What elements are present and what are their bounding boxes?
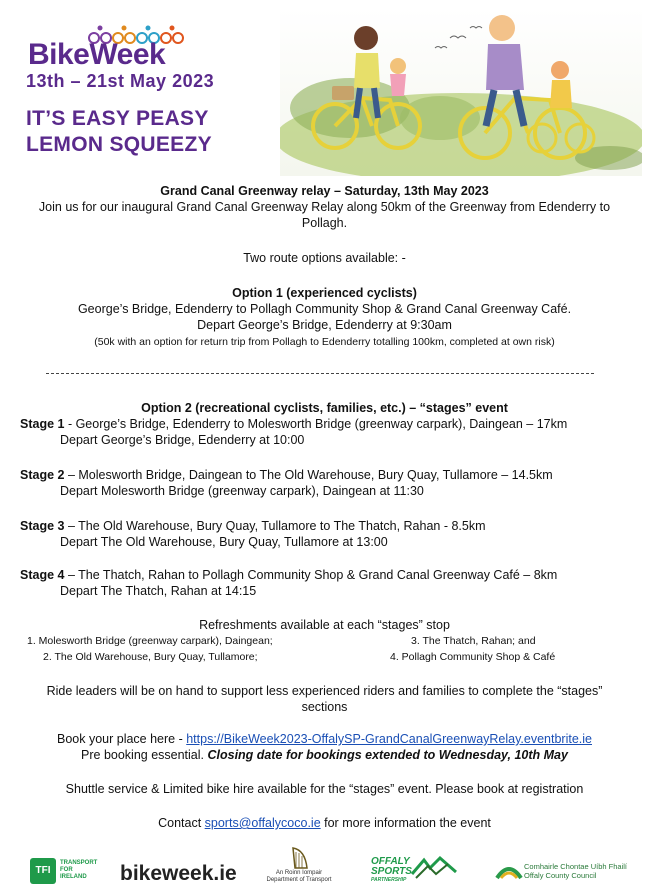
option1-note: (50k with an option for return trip from Pollagh to Edenderry totalling 100km, completed at own risk) bbox=[94, 336, 555, 348]
stage-3: Stage 3 – The Old Warehouse, Bury Quay, Tullamore to The Thatch, Rahan - 8.5km bbox=[20, 519, 486, 533]
stage-1: Stage 1 - George’s Bridge, Edenderry to Molesworth Bridge (greenway carpark), Daingean – 17km bbox=[20, 417, 568, 431]
sports-figures-icon bbox=[410, 854, 458, 880]
offaly-sports-partnership-logo: OFFALY SPORTS PARTNERSHIP bbox=[371, 856, 412, 883]
offaly-county-council-icon bbox=[495, 858, 523, 882]
department-of-transport-text: An Roinn Iompair Department of Transport bbox=[266, 870, 332, 883]
contact-line: Contact sports@offalycoco.ie for more information the event bbox=[158, 816, 491, 830]
refreshment-item-4: 4. Pollagh Community Shop & Café bbox=[390, 651, 556, 663]
tagline-line-1: IT’S EASY PEASY bbox=[26, 107, 209, 130]
option1-depart: Depart George’s Bridge, Edenderry at 9:30am bbox=[197, 318, 452, 332]
option1-title: Option 1 (experienced cyclists) bbox=[232, 286, 417, 300]
offaly-county-council-text: Comhairle Chontae Uíbh Fhailí Offaly County Council bbox=[524, 862, 627, 880]
intro-text-line-2: Pollagh. bbox=[301, 216, 348, 230]
route-options: Two route options available: - bbox=[243, 251, 406, 265]
option1-route: George’s Bridge, Edenderry to Pollagh Community Shop & Grand Canal Greenway Café. bbox=[77, 302, 572, 316]
event-dates: 13th – 21st May 2023 bbox=[26, 71, 215, 91]
closing-line: Pre booking essential. Closing date for bookings extended to Wednesday, 10th May bbox=[81, 748, 568, 762]
divider bbox=[46, 373, 594, 374]
harp-icon bbox=[283, 846, 313, 870]
tfi-logo: TFI bbox=[30, 858, 56, 884]
bikeweek-logo: bikeweek.ie bbox=[120, 862, 237, 885]
intro-text-line-1: Join us for our inaugural Grand Canal Greenway Relay along 50km of the Greenway from Edenderry to bbox=[38, 200, 611, 214]
stage-2: Stage 2 – Molesworth Bridge, Daingean to The Old Warehouse, Bury Quay, Tullamore – 14.5km bbox=[20, 468, 553, 482]
tagline-line-2: LEMON SQUEEZY bbox=[26, 133, 212, 156]
stage-4-depart: Depart The Thatch, Rahan at 14:15 bbox=[60, 584, 257, 598]
contact-email-link[interactable]: sports@offalycoco.ie bbox=[204, 816, 321, 830]
ride-leaders-line-1: Ride leaders will be on hand to support less experienced riders and families to complete the “stages” bbox=[46, 684, 603, 698]
stage-3-depart: Depart The Old Warehouse, Bury Quay, Tullamore at 13:00 bbox=[60, 535, 388, 549]
brand-title: BikeWeek bbox=[28, 38, 166, 71]
shuttle-info: Shuttle service & Limited bike hire available for the “stages” event. Please book at registration bbox=[65, 782, 584, 796]
tfi-logo-text: TRANSPORT FOR IRELAND bbox=[60, 860, 98, 880]
tagline bbox=[26, 106, 212, 158]
refreshments-title: Refreshments available at each “stages” stop bbox=[199, 618, 450, 632]
family-cycling-illustration bbox=[280, 8, 642, 176]
stage-4: Stage 4 – The Thatch, Rahan to Pollagh Community Shop & Grand Canal Greenway Café – 8km bbox=[20, 568, 558, 582]
refreshment-item-3: 3. The Thatch, Rahan; and bbox=[411, 635, 536, 647]
stage-2-depart: Depart Molesworth Bridge (greenway carpark), Daingean at 11:30 bbox=[60, 484, 424, 498]
option2-title: Option 2 (recreational cyclists, families, etc.) – “stages” event bbox=[141, 401, 508, 415]
ride-leaders-line-2: sections bbox=[301, 700, 348, 714]
event-heading: Grand Canal Greenway relay – Saturday, 13th May 2023 bbox=[160, 184, 489, 198]
closing-date: Closing date for bookings extended to Wednesday, 10th May bbox=[207, 748, 568, 762]
stage-1-depart: Depart George’s Bridge, Edenderry at 10:00 bbox=[60, 433, 305, 447]
refreshment-item-1: 1. Molesworth Bridge (greenway carpark), Daingean; bbox=[27, 635, 273, 647]
booking-link[interactable]: https://BikeWeek2023-OffalySP-GrandCanalGreenwayRelay.eventbrite.ie bbox=[186, 732, 592, 746]
refreshment-item-2: 2. The Old Warehouse, Bury Quay, Tullamore; bbox=[43, 651, 258, 663]
booking-line: Book your place here - https://BikeWeek2023-OffalySP-GrandCanalGreenwayRelay.eventbrite.ie bbox=[56, 732, 592, 746]
